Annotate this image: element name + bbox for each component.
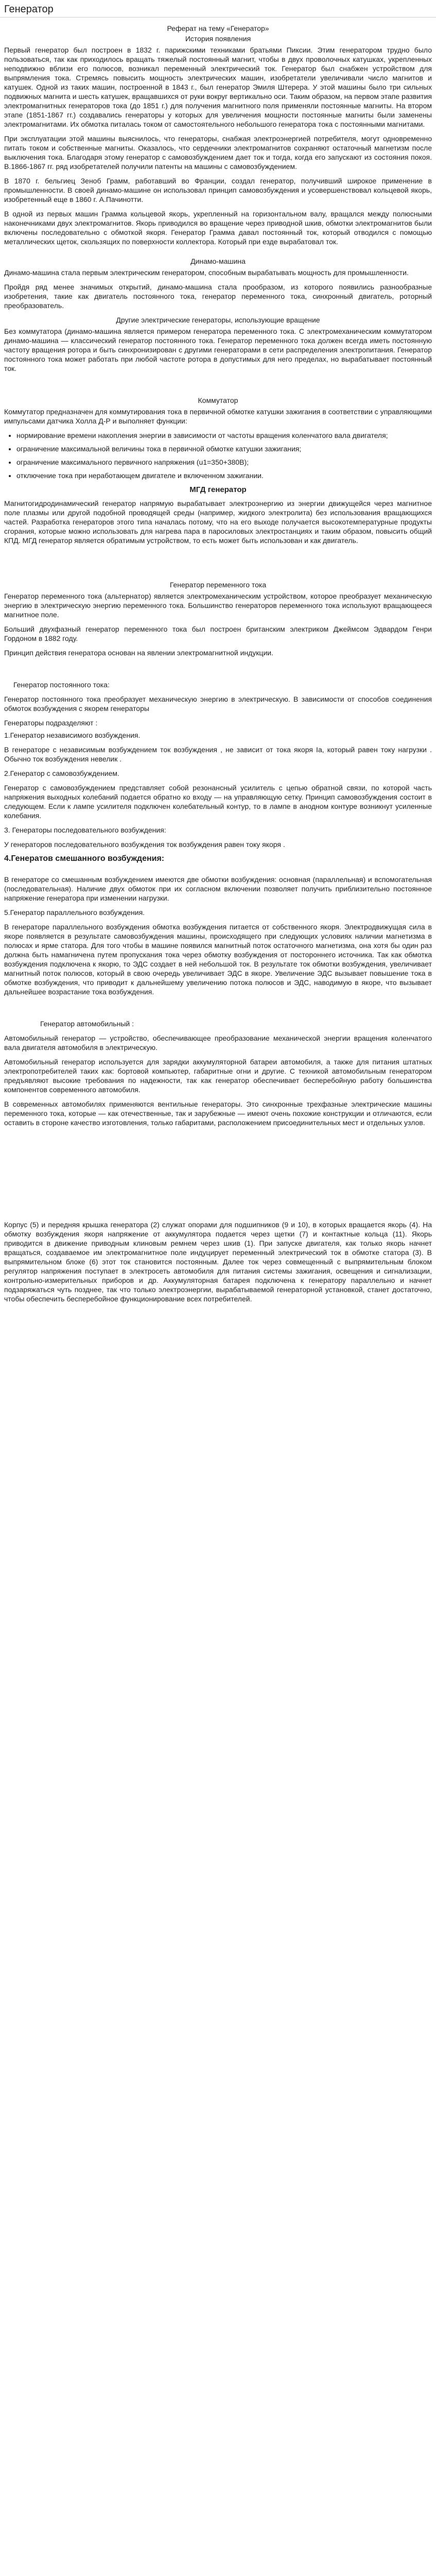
paragraph: При эксплуатации этой машины выяснилось, что генераторы, снабжая электроэнергией потребителя, могут одновременно питать током и собственные магниты. Оказалось, что сердечники электромагнитов сохраняют остаточный магнетизм после выключения тока. Благодаря этому генератор с самовозбуждением дает ток и тогда, когда его запускают из состояния покоя. В.1866-1867 гг. ряд изобретателей получили патенты на машины с самовозбуждением.: [4, 134, 432, 171]
paragraph: Генератор с самовозбуждением представляет собой резонансный усилитель с цепью обратной связи, по которой часть напряжения выходных колебаний подается обратно ко входу — на управляющую сетку. Принцип самовозбуждения состоит в следующем. Если к лампе усилителя подключен колебательный контур, то в лампе в анодном контуре возникнут усиленные колебания.: [4, 784, 432, 820]
paragraph: В 1870 г. бельгиец Зеноб Грамм, работавший во Франции, создал генератор, получивший широкое применение в промышленности. В своей динамо-машине он использовал принцип самовозбуждения и усовершенствовал кольцевой якорь, изобретенный еще в 1860 г. А.Пачинотти.: [4, 177, 432, 204]
page-header: [0, 0, 436, 18]
section-heading-dc: Генератор постоянного тока:: [13, 681, 110, 689]
essay-title: Реферат на тему «Генератор»: [167, 24, 269, 32]
list-item: • ограничение максимальной величины тока в первичной обмотке катушки зажигания;: [16, 444, 432, 453]
section-heading-commutator: Коммутатор: [198, 396, 238, 404]
paragraph: Коммутатор предназначен для коммутирования тока в первичной обмотке катушки зажигания в соответствии с управляющими импульсами датчика Холла Д-Р и выполняет функции:: [4, 408, 432, 425]
paragraph: Пройдя ряд менее значимых открытий, динамо-машина стала прообразом, из которого появились разнообразные изобретения, такие как двигатель постоянного тока, генератор переменного тока, синхронный двигатель, роторный преобразователь.: [4, 283, 432, 310]
list-item: • ограничение максимального первичного напряжения (u1=350+380В);: [16, 457, 432, 467]
section-heading-ac: Генератор переменного тока: [169, 581, 267, 589]
paragraph: Корпус (5) и передняя крышка генератора (2) служат опорами для подшипников (9 и 10), в которых вращается якорь (4). На обмотку возбуждения якоря напряжение от аккумулятора подается через щетки (7) и контактные кольца (11). Якорь приводится в движение приводным клиновым ремнем через шкив (1). При запуске двигателя, как только якорь начнет вращаться, создаваемое им электромагнитное поле индуцирует переменный электрический ток в обмотке статора (3). В выпрямительном блоке (6) этот ток становится постоянным. Далее ток через совмещенный с выпрямительным блоком регулятор напряжения поступает в электросеть автомобиля для питания системы зажигания, освещения и сигнализации, контрольно-измерительных приборов и др. Аккумуляторная батарея подключена к генератору параллельно и начнет подзаряжаться чуть позднее, так что только электроэнергии, вырабатываемой генераторной установкой, станет достаточно, чтобы обеспечить бесперебойное функционирование всех потребителей.: [4, 1221, 432, 1303]
paragraph: В генераторе с независимым возбуждением ток возбуждения , не зависит от тока якоря Ia, который равен току нагрузки . Обычно ток возбуждения невелик .: [4, 745, 432, 763]
paragraph: 3. Генераторы последовательного возбуждения:: [4, 826, 166, 834]
section-heading-other-generators: Другие электрические генераторы, использующие вращение: [116, 316, 320, 324]
paragraph: В генераторе со смешанным возбуждением имеются две обмотки возбуждения: основная (параллельная) и вспомогательная (последовательная). Наличие двух обмоток при их согласном включении позволяет получить приблизительно постоянное напряжение генератора при изменении нагрузки.: [4, 875, 432, 902]
paragraph: Автомобильный генератор — устройство, обеспечивающее преобразование механической энергии вращения коленчатого вала двигателя автомобиля в электрическую.: [4, 1034, 432, 1052]
document-body: [0, 18, 436, 1303]
paragraph: Динамо-машина стала первым электрическим генератором, способным вырабатывать мощность для промышленности.: [4, 268, 409, 277]
list-item: • отключение тока при неработающем двигателе и включенном зажигании.: [16, 471, 432, 480]
paragraph: Генератор постоянного тока преобразует механическую энергию в электрическую. В зависимости от способов соединения обмоток возбуждения с якорем генераторы: [4, 695, 432, 713]
section-heading-dynamo: Динамо-машина: [190, 257, 246, 265]
page-title: Генератор: [4, 4, 54, 15]
paragraph: Автомобильный генератор используется для зарядки аккумуляторной батареи автомобиля, а также для питания штатных электропотребителей таких как: бортовой компьютер, габаритные огни и другие. С техникой автомобильным генератором предъявляют высокие требования по надежности, так как генератор обеспечивает бесперебойную работу большинства компонентов современного автомобиля.: [4, 1058, 432, 1094]
section-heading-mhd: МГД генератор: [189, 485, 247, 494]
functions-list: [4, 431, 432, 480]
paragraph: Больший двухфазный генератор переменного тока был построен британским электриком Джеймсом Эдвардом Генри Гордоном в 1882 году.: [4, 625, 432, 642]
paragraph: Принцип действия генератора основан на явлении электромагнитной индукции.: [4, 649, 273, 657]
paragraph: Генератор переменного тока (альтернатор) является электромеханическим устройством, которое преобразует механическую энергию в электрическую энергию переменного тока. Большинство генераторов переменного тока используют вращающееся магнитное поле.: [4, 592, 432, 619]
paragraph: 2.Генератор с самовозбуждением.: [4, 769, 119, 777]
paragraph: 5.Генератор параллельного возбуждения.: [4, 908, 145, 917]
paragraph: В одной из первых машин Грамма кольцевой якорь, укрепленный на горизонтальном валу, вращался между полюсными наконечниками двух электромагнитов. Якорь приводился во вращение через приводной шкив, обмотки электромагнитов были включены последовательно с обмоткой якоря. Генератор Грамма давал постоянный ток, который отводился с помощью металлических щеток, скользящих по поверхности коллектора. Который при езде вырабатовал ток.: [4, 210, 432, 246]
paragraph: Без коммутатора (динамо-машина является примером генератора переменного тока. С электромеханическим коммутатором динамо-машина — классический генератор постоянного тока. Генератор переменного тока должен всегда иметь постоянную частоту вращения ротора и быть синхронизирован с другими генераторами в сети распределения электропитания. Генератор постоянного тока может работать при любой частоте ротора в допустимых для него пределах, но вырабатывает постоянный ток.: [4, 327, 432, 372]
paragraph: У генераторов последовательного возбуждения ток возбуждения равен току якоря .: [4, 840, 285, 849]
paragraph: Магнитогидродинамический генератор напрямую вырабатывает электроэнергию из энергии движущейся через магнитное поле плазмы или другой подобной проводящей среды (например, жидкого электролита) без использования вращающихся частей. Разработка генераторов этого типа началась потому, что на его выходе получается высокотемпературные продукты сгорания, которые можно использовать для нагрева пара в паросиловых электростанциях и таким образом, повысить общий КПД. МГД генератор является обратимым устройством, то есть может быть использован и как двигатель.: [4, 499, 432, 545]
paragraph: 1.Генератор независимого возбуждения.: [4, 731, 141, 739]
paragraph: Первый генератор был построен в 1832 г. парижскими техниками братьями Пиксии. Этим генератором трудно было пользоваться, так как приходилось вращать тяжелый постоянный магнит, чтобы в двух проволочных катушках, укрепленных неподвижно вблизи его полюсов, возникал переменный электрический ток. Генератор был снабжен устройством для выпрямления тока. Стремясь повысить мощность электрических машин, изобретатели увеличивали число магнитов и катушек. Одной из таких машин, построенной в 1843 г., был генератор Эмиля Штерера. У этой машины было три сильных подвижных магнита и шесть катушек, вращавшихся от руки вокруг вертикально оси. Таким образом, на первом этапе развития электромагнитных генераторов тока (до 1851 г.) для получения магнитного поля применяли постоянные магниты. На втором этапе (1851-1867 гг.) создавались генераторы у которых для увеличения мощности постоянные магниты были заменены электромагнитами. Их обмотка питалась током от самостоятельного небольшого генератора тока с постоянными магнитами.: [4, 46, 432, 128]
paragraph: В генераторе параллельного возбуждения обмотка возбуждения питается от собственного якоря. Электродвижущая сила в якоре появляется в результате самовозбуждения машины, происходящего при следующих условиях наличии магнетизма в полюсах и ярме статора. Для того чтобы в машине появился магнитный поток остаточного магнетизма, она хотя бы один раз должна быть намагничена путем пропускания тока через обмотку возбуждения от постороннего источника. Так как обмотка возбуждения подключена к якорю, то ЭДС создает в ней небольшой ток. В результате ток обмотки возбуждения, увеличивает магнитный поток полюсов, который в свою очередь увеличивает ЭДС в якоре. Увеличение ЭДС вызывает повышение тока в обмотке возбуждения, что приводит к дальнейшему увеличению потока полюсов и ЭДС, наводимую в якоре, что вызывает дальнейшее возрастание тока возбуждения.: [4, 923, 432, 996]
section-heading-history: История появления: [185, 35, 251, 43]
list-item: • нормирование времени накопления энергии в зависимости от частоты вращения коленчатого вала двигателя;: [16, 431, 432, 440]
paragraph: В современных автомобилях применяются вентильные генераторы. Это синхронные трехфазные электрические машины переменного тока, которые — как отечественные, так и зарубежные — имеют очень похожие конструкции и отличаются, если оставить в стороне качество изготовления, только габаритами, расположением присоединительных мест и отдельных узлов.: [4, 1100, 432, 1127]
section-heading-auto: Генератор автомобильный :: [40, 1020, 134, 1028]
section-heading-mixed: 4.Генератов смешанного возбуждения:: [4, 854, 165, 863]
paragraph: Генераторы подразделяют :: [4, 719, 98, 727]
